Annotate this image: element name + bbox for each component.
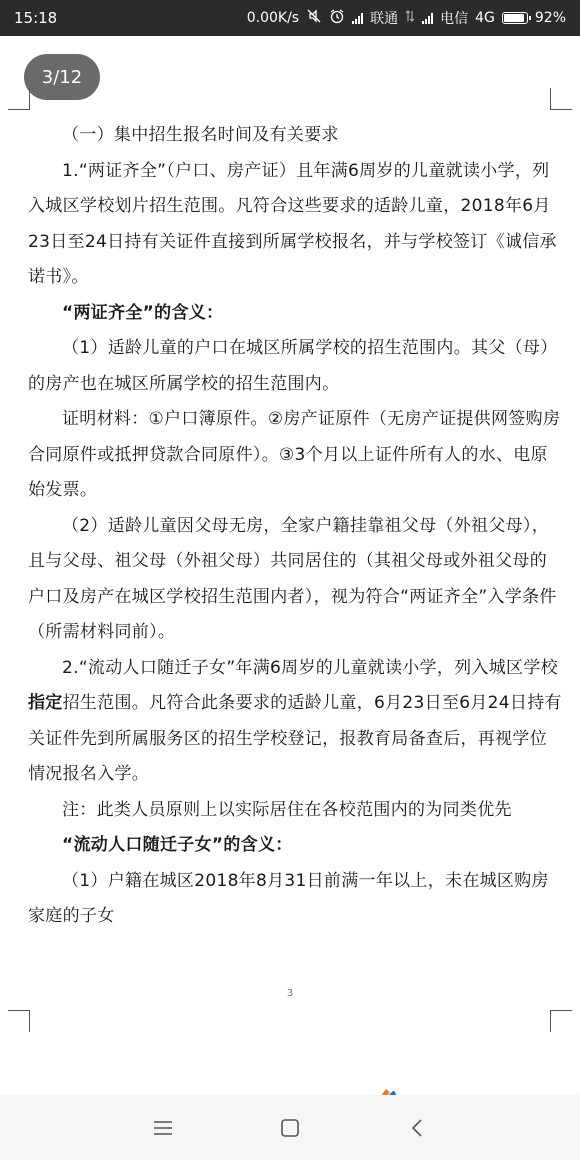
paragraph-note: 注：此类人员原则上以实际居住在各校范围内的为同类优先 xyxy=(62,799,512,820)
crop-mark-bottom-left xyxy=(8,1010,30,1032)
back-button[interactable] xyxy=(387,1098,447,1158)
status-indicators xyxy=(247,8,566,28)
page-indicator: 3/12 xyxy=(24,54,100,100)
paragraph-clause-2: （2）适龄儿童因父母无房，全家户籍挂靠祖父母（外祖父母），且与父母、祖父母（外祖父母）共同居住的（其祖父母或外祖父母的户口及房产在城区学校招生范围内者），视为符合“两证齐全”入学条件（所需材料同前）。 xyxy=(28,515,557,642)
home-button[interactable] xyxy=(260,1098,320,1158)
document-body xyxy=(28,118,562,935)
back-icon xyxy=(410,1118,424,1138)
crop-mark-bottom-right xyxy=(550,1010,572,1032)
status-bar xyxy=(0,0,580,36)
signal-icon-2 xyxy=(422,13,433,24)
mute-icon xyxy=(306,8,322,28)
page-number: 3 xyxy=(286,988,294,999)
menu-button[interactable] xyxy=(133,1098,193,1158)
definition-heading-1: “两证齐全”的含义： xyxy=(62,302,224,323)
crop-mark-top-right xyxy=(550,88,572,110)
alarm-icon xyxy=(329,8,345,28)
data-arrows-icon xyxy=(405,9,415,27)
navigation-bar xyxy=(0,1095,580,1160)
item-2-text-after: 招生范围。凡符合此条要求的适龄儿童，6月23日至6月24日持有关证件先到所属服务区的招生学校登记，报教育局备查后，再视学位情况报名入学。 xyxy=(28,693,562,784)
net-speed: 0.00K/s xyxy=(246,10,300,26)
carrier-2: 电信 xyxy=(440,11,469,27)
status-time: 15:18 xyxy=(14,9,58,27)
home-icon xyxy=(280,1118,300,1138)
battery-icon xyxy=(502,12,528,24)
menu-icon xyxy=(153,1120,173,1136)
item-2-text-before: 2.“流动人口随迁子女”年满6周岁的儿童就读小学，列入城区学校 xyxy=(62,657,558,678)
section-heading: （一）集中招生报名时间及有关要求 xyxy=(62,125,339,145)
paragraph-clause-1: （1）适龄儿童的户口在城区所属学校的招生范围内。其父（母）的房产也在城区所属学校的招生范围内。 xyxy=(28,338,558,394)
paragraph-clause-3: （1）户籍在城区2018年8月31日前满一年以上，未在城区购房家庭的子女 xyxy=(28,870,549,926)
network-type: 4G xyxy=(475,10,495,26)
carrier-1: 联通 xyxy=(370,11,399,27)
signal-icon xyxy=(352,13,363,24)
crop-mark-top-left xyxy=(8,88,30,110)
paragraph-item-1: 1.“两证齐全”（户口、房产证）且年满6周岁的儿童就读小学，列入城区学校划片招生范围。凡符合这些要求的适龄儿童，2018年6月23日至24日持有关证件直接到所属学校报名，并与学校签订《诚信承诺书》。 xyxy=(28,160,557,287)
paragraph-item-2 xyxy=(28,651,562,793)
paragraph-materials: 证明材料：①户口簿原件。②房产证原件（无房产证提供网签购房合同原件或抵押贷款合同原件）。③3个月以上证件所有人的水、电原始发票。 xyxy=(28,409,561,500)
battery-percent: 92% xyxy=(534,10,566,26)
item-2-text-bold: 指定 xyxy=(28,693,63,713)
definition-heading-2: “流动人口随迁子女”的含义： xyxy=(62,835,293,855)
